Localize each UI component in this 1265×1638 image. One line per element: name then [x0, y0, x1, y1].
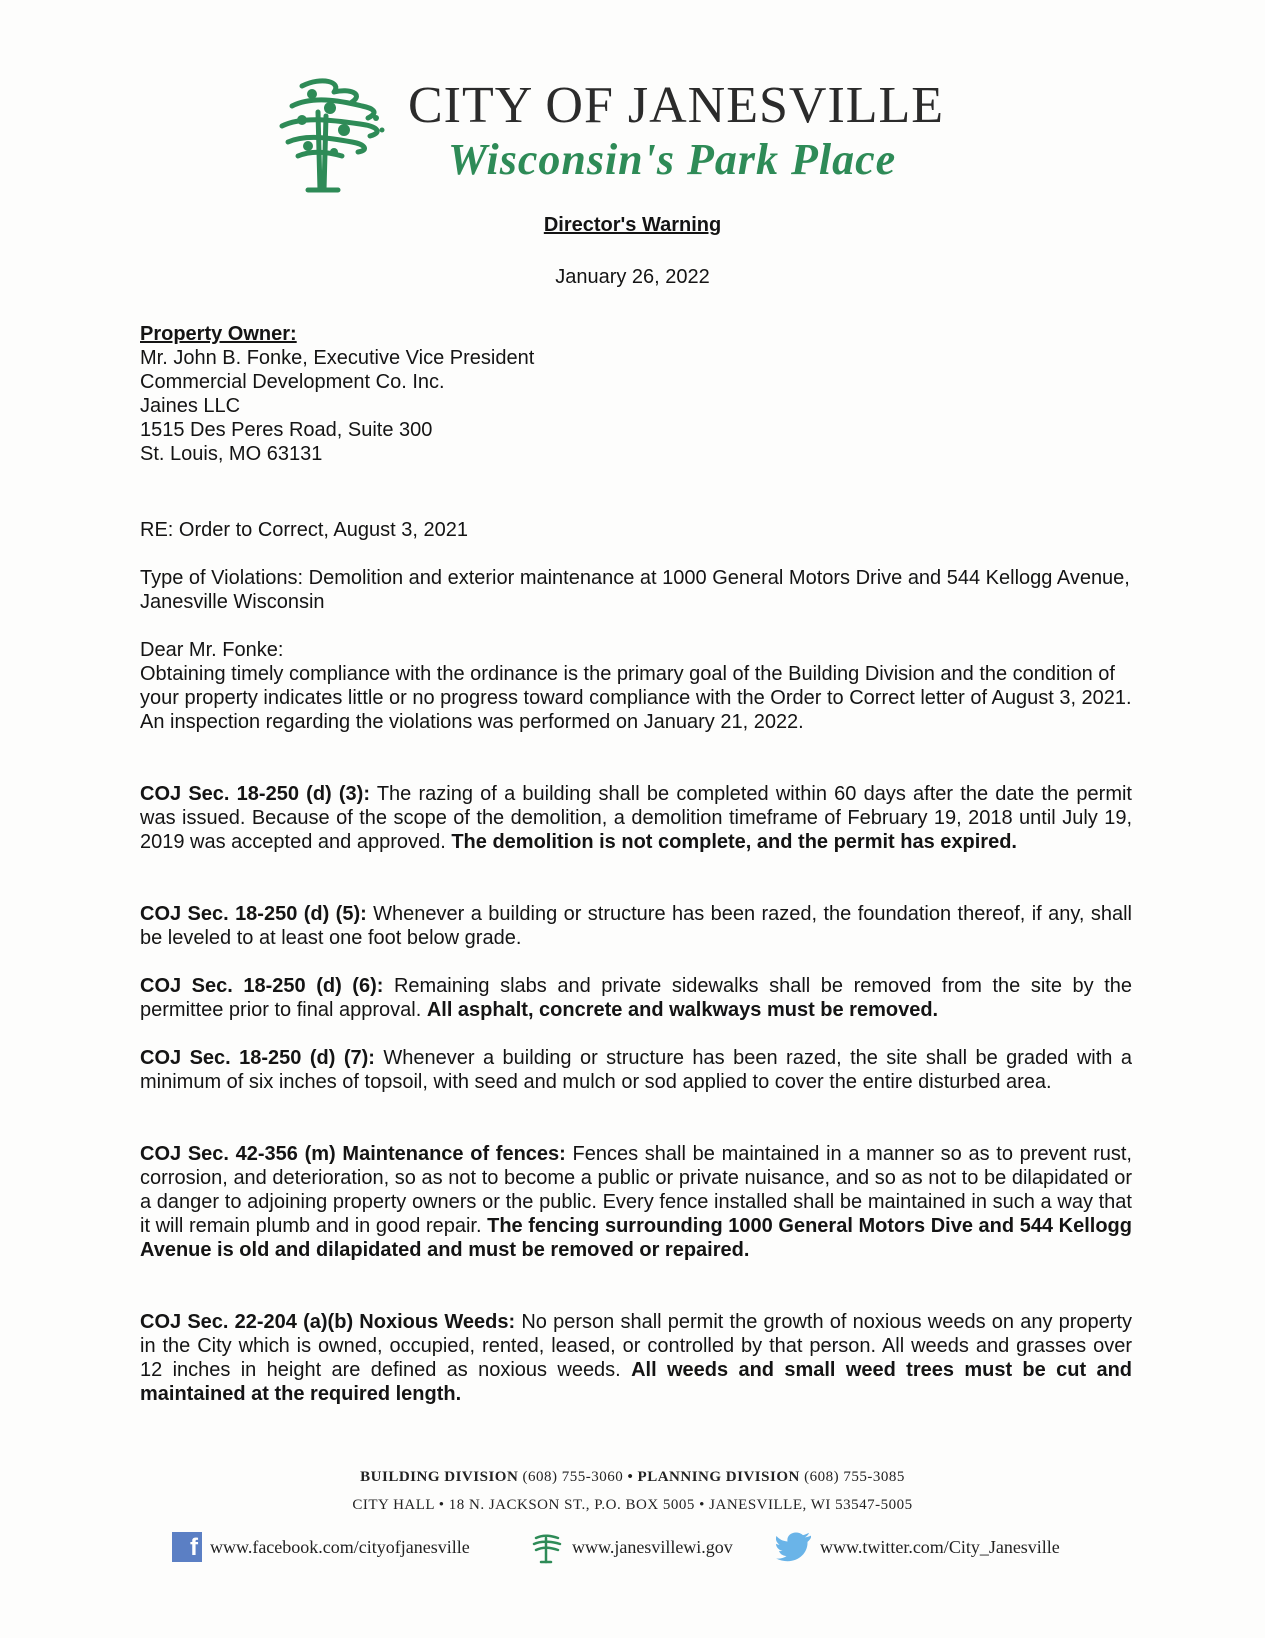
section-emphasis: The demolition is not complete, and the permit has expired. [451, 831, 1017, 853]
ordinance-section [140, 902, 1132, 950]
section-text: The razing of a building shall be completed within 60 days after the date the permit was issued. Because of the scope of the demolition, a demolition timeframe of February 19, 2018 until July 19, 2019 was accepted and approved. [140, 783, 1132, 853]
city-name: CITY OF JANESVILLE [408, 77, 945, 134]
twitter-icon [776, 1532, 812, 1562]
violations-type: Type of Violations: Demolition and exterior maintenance at 1000 General Motors Drive and 544 Kellogg Avenue, Janesville Wisconsin [140, 567, 1130, 613]
section-text: Whenever a building or structure has been razed, the foundation thereof, if any, shall be leveled to at least one foot below grade. [140, 903, 1132, 949]
salutation: Dear Mr. Fonke: [140, 639, 284, 661]
ordinance-section [140, 782, 1132, 854]
building-division-phone: (608) 755-3060 [522, 1469, 624, 1485]
footer-phones [0, 1469, 1265, 1486]
ordinance-section [140, 974, 1132, 1022]
section-text: Remaining slabs and private sidewalks shall be removed from the site by the permittee prior to final approval. [140, 975, 1132, 1021]
property-owner-label: Property Owner: [140, 323, 297, 345]
planning-division-label: PLANNING DIVISION [637, 1469, 800, 1485]
section-text: Whenever a building or structure has been razed, the site shall be graded with a minimum of six inches of topsoil, with seed and mulch or sod applied to cover the entire disturbed area. [140, 1047, 1132, 1093]
re-line: RE: Order to Correct, August 3, 2021 [140, 519, 468, 541]
facebook-link[interactable] [172, 1530, 470, 1564]
section-heading: COJ Sec. 22-204 (a)(b) Noxious Weeds: [140, 1311, 516, 1333]
footer-address: CITY HALL • 18 N. JACKSON ST., P.O. BOX 5005 • JANESVILLE, WI 53547-5005 [352, 1497, 913, 1513]
owner-line: Jaines LLC [140, 395, 241, 417]
owner-line: St. Louis, MO 63131 [140, 443, 323, 465]
ordinance-section [140, 1310, 1132, 1406]
section-heading: COJ Sec. 18-250 (d) (7): [140, 1047, 375, 1069]
twitter-url[interactable]: www.twitter.com/City_Janesville [820, 1536, 1060, 1557]
section-emphasis: The fencing surrounding 1000 General Motors Dive and 544 Kellogg Avenue is old and dilapidated and must be removed or repaired. [140, 1215, 1132, 1261]
website-link[interactable] [530, 1530, 733, 1564]
city-tree-logo [272, 72, 390, 196]
document-date: January 26, 2022 [555, 266, 710, 288]
building-division-label: BUILDING DIVISION [360, 1469, 519, 1485]
ordinance-section [140, 1142, 1132, 1262]
website-url[interactable]: www.janesvillewi.gov [572, 1536, 733, 1557]
tree-icon [530, 1530, 564, 1564]
planning-division-phone: (608) 755-3085 [804, 1469, 905, 1485]
property-owner-block [140, 322, 1132, 466]
ordinance-section [140, 1046, 1132, 1094]
section-text: No person shall permit the growth of noxious weeds on any property in the City which is owned, occupied, rented, leased, or controlled by that person. All weeds and grasses over 12 inches in height are defined as noxious weeds. [140, 1311, 1133, 1381]
section-heading: COJ Sec. 18-250 (d) (6): [140, 975, 384, 997]
footer-bullet: • [627, 1469, 634, 1485]
intro-paragraph: Obtaining timely compliance with the ordinance is the primary goal of the Building Division and the condition of your property indicates little or no progress toward compliance with the Order to Correct letter of August 3, 2021. An inspection regarding the violations was performed on January 21, 2022. [140, 663, 1132, 733]
section-heading: COJ Sec. 18-250 (d) (5): [140, 903, 367, 925]
city-tagline: Wisconsin's Park Place [448, 135, 897, 184]
section-heading: COJ Sec. 42-356 (m) Maintenance of fences: [140, 1143, 566, 1165]
section-heading: COJ Sec. 18-250 (d) (3): [140, 783, 370, 805]
document-title: Director's Warning [543, 214, 722, 236]
owner-line: 1515 Des Peres Road, Suite 300 [140, 419, 433, 441]
facebook-icon: f [172, 1532, 202, 1562]
section-text: Fences shall be maintained in a manner so as to prevent rust, corrosion, and deterioration, so as not to become a public or private nuisance, and so as not to be dilapidated or a danger to adjoining property owners or the public. Every fence installed shall be maintained in such a way that it will remain plumb and in good repair. [140, 1143, 1132, 1237]
owner-line: Mr. John B. Fonke, Executive Vice President [140, 347, 535, 369]
twitter-link[interactable] [776, 1530, 1060, 1564]
owner-line: Commercial Development Co. Inc. [140, 371, 445, 393]
section-emphasis: All weeds and small weed trees must be cut and maintained at the required length. [140, 1359, 1132, 1405]
facebook-url[interactable]: www.facebook.com/cityofjanesville [210, 1536, 470, 1557]
section-emphasis: All asphalt, concrete and walkways must be removed. [426, 999, 939, 1021]
